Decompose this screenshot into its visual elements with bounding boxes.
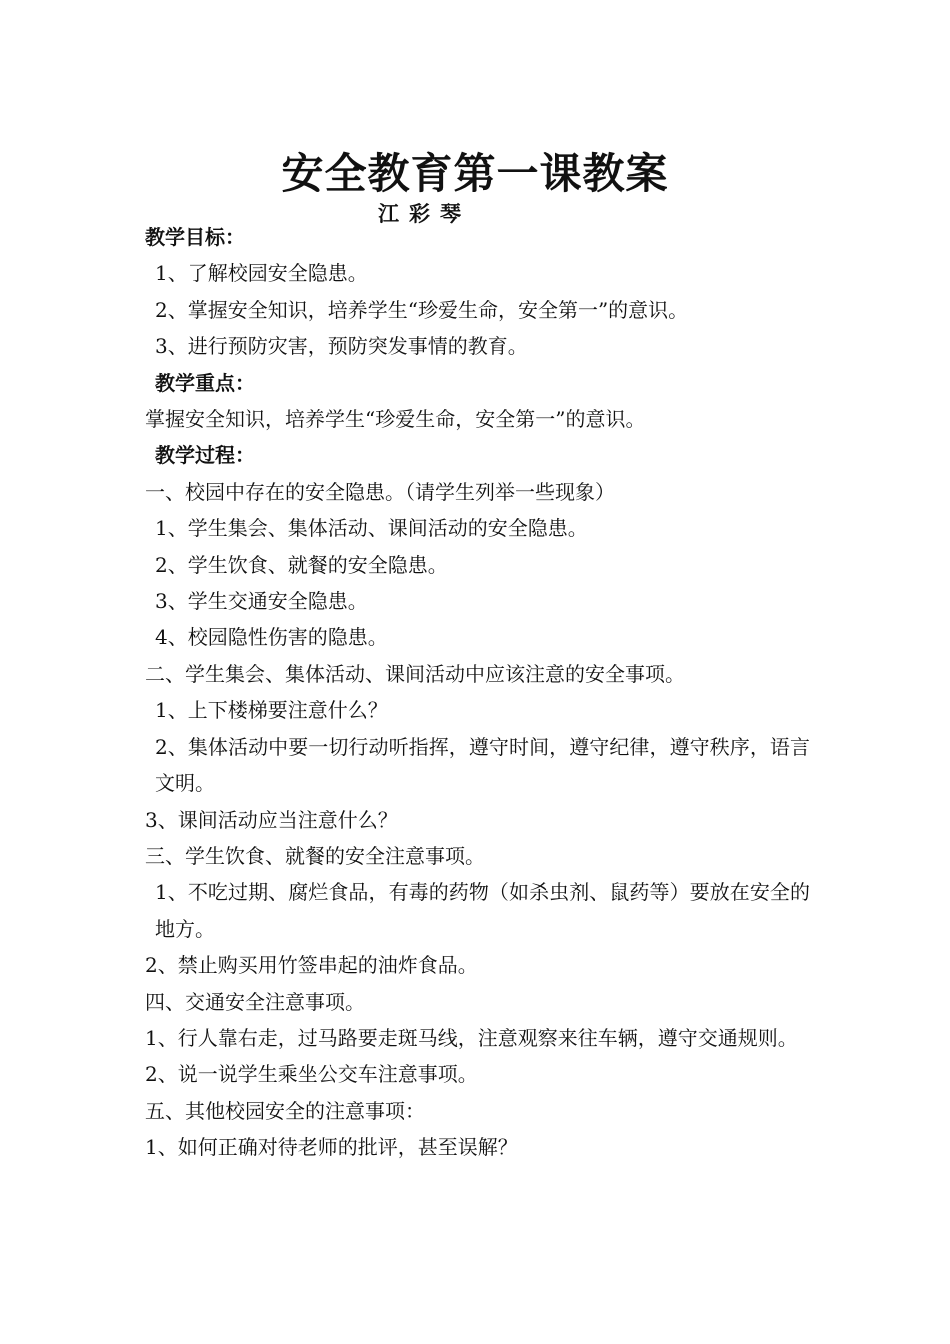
text-line: 3、课间活动应当注意什么？ — [145, 807, 398, 832]
text-line: 2、集体活动中要一切行动听指挥，遵守时间，遵守纪律，遵守秩序，语言文明。 — [155, 734, 810, 796]
document-body — [145, 219, 810, 1166]
text-line: 五、其他校园安全的注意事项： — [145, 1098, 425, 1123]
section-heading: 教学过程： — [155, 443, 255, 468]
text-line: 1、学生集会、集体活动、课间活动的安全隐患。 — [155, 516, 588, 541]
document-title: 安全教育第一课教案 — [281, 149, 669, 198]
text-line: 1、不吃过期、腐烂食品，有毒的药物（如杀虫剂、鼠药等）要放在安全的地方。 — [155, 880, 810, 941]
text-line: 2、说一说学生乘坐公交车注意事项。 — [145, 1062, 478, 1087]
text-line: 四、交通安全注意事项。 — [145, 989, 365, 1014]
text-line: 1、行人靠右走，过马路要走斑马线，注意观察来往车辆，遵守交通规则。 — [145, 1025, 798, 1050]
text-line: 2、掌握安全知识，培养学生“珍爱生命，安全第一”的意识。 — [155, 297, 689, 322]
section-heading: 教学重点： — [155, 370, 255, 395]
section-heading: 教学目标： — [145, 225, 245, 249]
text-line: 1、上下楼梯要注意什么？ — [155, 698, 388, 723]
text-line: 2、学生饮食、就餐的安全隐患。 — [155, 552, 448, 577]
text-line: 二、学生集会、集体活动、课间活动中应该注意的安全事项。 — [145, 661, 685, 686]
text-line: 1、如何正确对待老师的批评，甚至误解？ — [145, 1135, 518, 1160]
text-line: 3、进行预防灾害，预防突发事情的教育。 — [155, 334, 528, 359]
text-line: 4、校园隐性伤害的隐患。 — [155, 625, 388, 650]
text-line: 三、学生饮食、就餐的安全注意事项。 — [145, 843, 485, 868]
document-author: 江彩琴 — [378, 201, 471, 226]
text-line: 3、学生交通安全隐患。 — [155, 589, 368, 614]
text-line: 一、校园中存在的安全隐患。（请学生列举一些现象） — [145, 479, 615, 504]
text-line: 1、了解校园安全隐患。 — [155, 261, 368, 286]
text-line: 掌握安全知识，培养学生“珍爱生命，安全第一”的意识。 — [145, 407, 646, 432]
text-line: 2、禁止购买用竹签串起的油炸食品。 — [145, 953, 478, 978]
